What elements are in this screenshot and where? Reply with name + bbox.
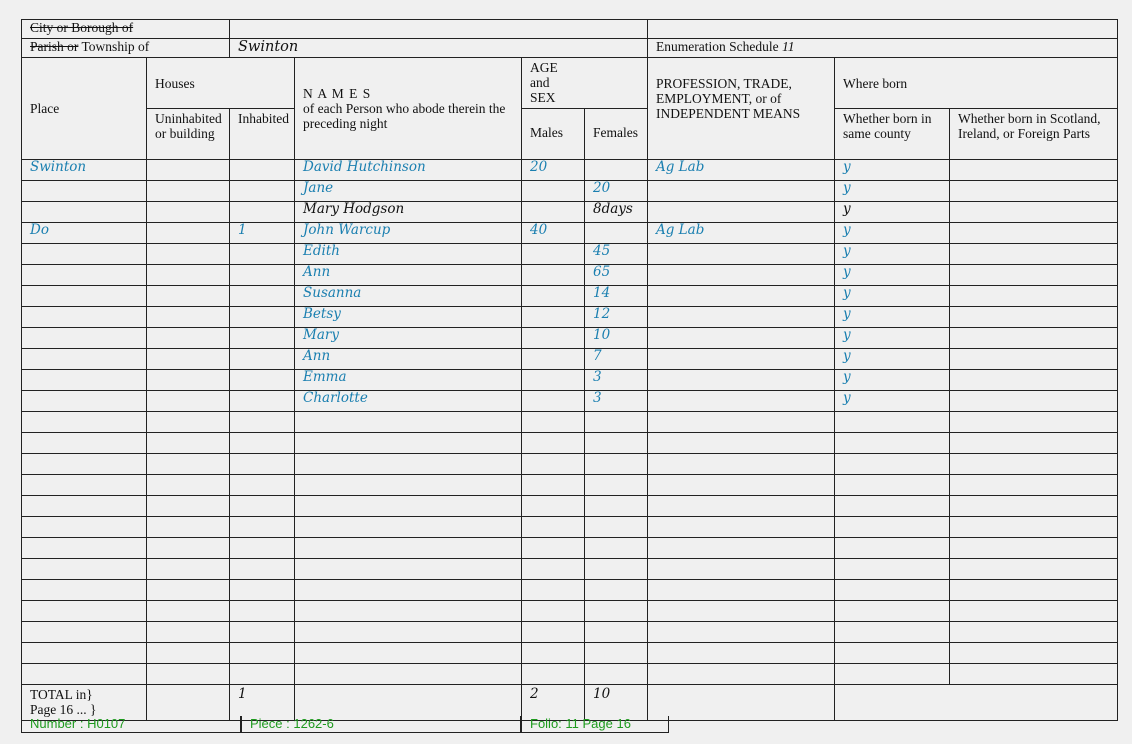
inhabited-cell	[230, 202, 295, 223]
profession-cell: Ag Lab	[648, 160, 835, 181]
profession-header: PROFESSION, TRADE, EMPLOYMENT, or of INDEPENDENT MEANS	[648, 58, 835, 160]
uninhabited-cell	[147, 223, 230, 244]
name-cell: Mary	[295, 328, 522, 349]
males-cell	[522, 412, 585, 433]
totals-label-line1: TOTAL in}	[30, 687, 93, 702]
males-cell	[522, 496, 585, 517]
table-row	[22, 454, 1118, 475]
place-cell	[22, 538, 147, 559]
table-row	[22, 223, 1118, 244]
uninhabited-cell	[147, 475, 230, 496]
table-row	[22, 412, 1118, 433]
foreign-parts-cell	[950, 601, 1118, 622]
table-row	[22, 265, 1118, 286]
same-county-header: Whether born in same county	[835, 109, 950, 160]
females-cell	[585, 664, 648, 685]
names-subtitle: of each Person who abode therein the preceding night	[303, 101, 506, 131]
uninhabited-cell	[147, 244, 230, 265]
same-county-cell: y	[835, 223, 950, 244]
table-row	[22, 307, 1118, 328]
females-cell: 20	[585, 181, 648, 202]
uninhabited-cell	[147, 643, 230, 664]
males-cell	[522, 349, 585, 370]
place-cell	[22, 496, 147, 517]
uninhabited-cell	[147, 454, 230, 475]
name-cell	[295, 412, 522, 433]
inhabited-cell	[230, 601, 295, 622]
name-cell: Charlotte	[295, 391, 522, 412]
males-cell	[522, 559, 585, 580]
profession-cell	[648, 370, 835, 391]
foreign-parts-cell	[950, 370, 1118, 391]
uninhabited-cell	[147, 664, 230, 685]
uninhabited-cell	[147, 181, 230, 202]
place-cell	[22, 391, 147, 412]
uninhabited-cell	[147, 412, 230, 433]
inhabited-cell: 1	[230, 223, 295, 244]
same-county-cell: y	[835, 160, 950, 181]
foreign-parts-header: Whether born in Scotland, Ireland, or Foreign Parts	[950, 109, 1118, 160]
totals-inhabited: 1	[230, 685, 295, 721]
foreign-parts-cell	[950, 454, 1118, 475]
profession-cell	[648, 538, 835, 559]
males-cell	[522, 202, 585, 223]
place-cell	[22, 622, 147, 643]
females-cell	[585, 475, 648, 496]
where-born-header: Where born	[835, 58, 1118, 109]
foreign-parts-cell	[950, 160, 1118, 181]
females-cell	[585, 580, 648, 601]
males-header: Males	[522, 109, 585, 160]
table-row	[22, 370, 1118, 391]
males-cell	[522, 643, 585, 664]
name-cell	[295, 496, 522, 517]
same-county-cell	[835, 538, 950, 559]
uninhabited-header: Uninhabited or building	[147, 109, 230, 160]
foreign-parts-cell	[950, 580, 1118, 601]
inhabited-header: Inhabited	[230, 109, 295, 160]
name-cell	[295, 601, 522, 622]
foreign-parts-cell	[950, 475, 1118, 496]
profession-cell	[648, 286, 835, 307]
same-county-cell	[835, 643, 950, 664]
same-county-cell: y	[835, 286, 950, 307]
same-county-cell	[835, 580, 950, 601]
inhabited-cell	[230, 391, 295, 412]
place-cell	[22, 559, 147, 580]
same-county-cell	[835, 559, 950, 580]
uninhabited-cell	[147, 202, 230, 223]
name-cell: Ann	[295, 349, 522, 370]
city-borough-label: City or Borough of	[22, 20, 230, 39]
same-county-cell	[835, 433, 950, 454]
profession-cell	[648, 391, 835, 412]
foreign-parts-cell	[950, 223, 1118, 244]
same-county-cell: y	[835, 370, 950, 391]
inhabited-cell	[230, 412, 295, 433]
place-cell: Swinton	[22, 160, 147, 181]
inhabited-cell	[230, 307, 295, 328]
same-county-cell	[835, 664, 950, 685]
names-title: N A M E S	[303, 86, 372, 101]
males-cell	[522, 538, 585, 559]
totals-profession	[648, 685, 835, 721]
table-row	[22, 559, 1118, 580]
names-header	[295, 58, 522, 160]
females-cell: 3	[585, 391, 648, 412]
females-cell: 14	[585, 286, 648, 307]
name-cell	[295, 559, 522, 580]
profession-cell	[648, 181, 835, 202]
males-cell	[522, 601, 585, 622]
same-county-cell	[835, 475, 950, 496]
profession-cell	[648, 412, 835, 433]
foreign-parts-cell	[950, 265, 1118, 286]
table-row	[22, 433, 1118, 454]
same-county-cell	[835, 517, 950, 538]
males-cell	[522, 328, 585, 349]
foreign-parts-cell	[950, 391, 1118, 412]
females-cell	[585, 559, 648, 580]
place-cell	[22, 244, 147, 265]
city-borough-extra	[648, 20, 1118, 39]
name-cell: Betsy	[295, 307, 522, 328]
footer-folio: Folio: 11 Page 16	[521, 716, 669, 733]
females-cell: 7	[585, 349, 648, 370]
profession-cell	[648, 475, 835, 496]
name-cell	[295, 664, 522, 685]
totals-where-born	[835, 685, 1118, 721]
place-cell	[22, 412, 147, 433]
inhabited-cell	[230, 244, 295, 265]
table-row	[22, 475, 1118, 496]
males-cell	[522, 475, 585, 496]
inhabited-cell	[230, 265, 295, 286]
inhabited-cell	[230, 643, 295, 664]
name-cell	[295, 517, 522, 538]
males-cell: 20	[522, 160, 585, 181]
inhabited-cell	[230, 454, 295, 475]
inhabited-cell	[230, 181, 295, 202]
same-county-cell: y	[835, 265, 950, 286]
name-cell: Ann	[295, 265, 522, 286]
females-cell	[585, 433, 648, 454]
place-cell	[22, 475, 147, 496]
table-row	[22, 391, 1118, 412]
same-county-cell	[835, 412, 950, 433]
profession-cell	[648, 643, 835, 664]
inhabited-cell	[230, 160, 295, 181]
table-row	[22, 202, 1118, 223]
name-cell	[295, 433, 522, 454]
profession-cell: Ag Lab	[648, 223, 835, 244]
same-county-cell: y	[835, 391, 950, 412]
enumeration-schedule: Enumeration Schedule 11	[648, 39, 1118, 58]
males-cell	[522, 454, 585, 475]
uninhabited-cell	[147, 517, 230, 538]
table-row	[22, 643, 1118, 664]
foreign-parts-cell	[950, 433, 1118, 454]
inhabited-cell	[230, 622, 295, 643]
inhabited-cell	[230, 349, 295, 370]
name-cell: Jane	[295, 181, 522, 202]
name-cell: Mary Hodgson	[295, 202, 522, 223]
table-row	[22, 601, 1118, 622]
profession-cell	[648, 328, 835, 349]
name-cell	[295, 622, 522, 643]
table-row	[22, 538, 1118, 559]
foreign-parts-cell	[950, 412, 1118, 433]
males-cell	[522, 244, 585, 265]
uninhabited-cell	[147, 391, 230, 412]
same-county-cell	[835, 496, 950, 517]
same-county-cell	[835, 454, 950, 475]
profession-cell	[648, 622, 835, 643]
females-cell	[585, 622, 648, 643]
females-cell: 3	[585, 370, 648, 391]
table-row	[22, 286, 1118, 307]
uninhabited-cell	[147, 307, 230, 328]
table-row	[22, 496, 1118, 517]
females-header: Females	[585, 109, 648, 160]
inhabited-cell	[230, 475, 295, 496]
table-row	[22, 349, 1118, 370]
place-cell	[22, 202, 147, 223]
uninhabited-cell	[147, 265, 230, 286]
females-cell	[585, 538, 648, 559]
foreign-parts-cell	[950, 349, 1118, 370]
females-cell	[585, 496, 648, 517]
place-cell	[22, 328, 147, 349]
males-cell	[522, 433, 585, 454]
males-cell: 40	[522, 223, 585, 244]
foreign-parts-cell	[950, 244, 1118, 265]
same-county-cell: y	[835, 202, 950, 223]
table-row	[22, 181, 1118, 202]
name-cell: David Hutchinson	[295, 160, 522, 181]
same-county-cell	[835, 622, 950, 643]
foreign-parts-cell	[950, 622, 1118, 643]
name-cell: Edith	[295, 244, 522, 265]
males-cell	[522, 181, 585, 202]
females-cell	[585, 160, 648, 181]
profession-cell	[648, 580, 835, 601]
females-cell: 10	[585, 328, 648, 349]
township-label: Parish or Township of	[22, 39, 230, 58]
inhabited-cell	[230, 286, 295, 307]
place-cell	[22, 454, 147, 475]
name-cell	[295, 580, 522, 601]
table-row	[22, 160, 1118, 181]
females-cell	[585, 643, 648, 664]
foreign-parts-cell	[950, 538, 1118, 559]
name-cell: Susanna	[295, 286, 522, 307]
females-cell	[585, 454, 648, 475]
uninhabited-cell	[147, 286, 230, 307]
profession-cell	[648, 433, 835, 454]
same-county-cell: y	[835, 244, 950, 265]
place-cell	[22, 643, 147, 664]
profession-cell	[648, 244, 835, 265]
uninhabited-cell	[147, 160, 230, 181]
place-cell	[22, 601, 147, 622]
males-cell	[522, 517, 585, 538]
place-cell	[22, 517, 147, 538]
profession-cell	[648, 517, 835, 538]
females-cell: 65	[585, 265, 648, 286]
profession-cell	[648, 349, 835, 370]
place-cell	[22, 181, 147, 202]
uninhabited-cell	[147, 496, 230, 517]
foreign-parts-cell	[950, 643, 1118, 664]
census-schedule-table	[21, 19, 1118, 721]
table-row	[22, 622, 1118, 643]
uninhabited-cell	[147, 622, 230, 643]
inhabited-cell	[230, 517, 295, 538]
profession-cell	[648, 265, 835, 286]
same-county-cell: y	[835, 349, 950, 370]
footer-number: Number : H0107	[21, 716, 241, 733]
profession-cell	[648, 601, 835, 622]
table-row	[22, 580, 1118, 601]
profession-cell	[648, 496, 835, 517]
inhabited-cell	[230, 370, 295, 391]
name-cell: Emma	[295, 370, 522, 391]
foreign-parts-cell	[950, 559, 1118, 580]
uninhabited-cell	[147, 580, 230, 601]
city-borough-value	[230, 20, 648, 39]
females-cell: 12	[585, 307, 648, 328]
same-county-cell: y	[835, 307, 950, 328]
females-cell: 8days	[585, 202, 648, 223]
inhabited-cell	[230, 328, 295, 349]
uninhabited-cell	[147, 328, 230, 349]
inhabited-cell	[230, 559, 295, 580]
uninhabited-cell	[147, 601, 230, 622]
name-cell	[295, 643, 522, 664]
females-cell	[585, 517, 648, 538]
age-sex-header: AGE and SEX	[522, 58, 648, 109]
profession-cell	[648, 202, 835, 223]
place-cell	[22, 349, 147, 370]
same-county-cell: y	[835, 328, 950, 349]
males-cell	[522, 286, 585, 307]
name-cell	[295, 475, 522, 496]
profession-cell	[648, 454, 835, 475]
males-cell	[522, 370, 585, 391]
males-cell	[522, 265, 585, 286]
place-header: Place	[22, 58, 147, 160]
table-row	[22, 244, 1118, 265]
place-cell	[22, 433, 147, 454]
females-cell: 45	[585, 244, 648, 265]
place-cell	[22, 580, 147, 601]
males-cell	[522, 580, 585, 601]
name-cell	[295, 538, 522, 559]
uninhabited-cell	[147, 349, 230, 370]
totals-males: 2	[522, 685, 585, 721]
males-cell	[522, 622, 585, 643]
uninhabited-cell	[147, 433, 230, 454]
uninhabited-cell	[147, 559, 230, 580]
inhabited-cell	[230, 496, 295, 517]
same-county-cell	[835, 601, 950, 622]
foreign-parts-cell	[950, 496, 1118, 517]
profession-cell	[648, 307, 835, 328]
table-row	[22, 517, 1118, 538]
foreign-parts-cell	[950, 664, 1118, 685]
females-cell	[585, 412, 648, 433]
township-value: Swinton	[230, 39, 648, 58]
foreign-parts-cell	[950, 202, 1118, 223]
foreign-parts-cell	[950, 328, 1118, 349]
place-cell	[22, 307, 147, 328]
males-cell	[522, 664, 585, 685]
place-cell	[22, 370, 147, 391]
profession-cell	[648, 559, 835, 580]
place-cell	[22, 664, 147, 685]
males-cell	[522, 391, 585, 412]
place-cell	[22, 265, 147, 286]
place-cell	[22, 286, 147, 307]
uninhabited-cell	[147, 370, 230, 391]
table-row	[22, 328, 1118, 349]
totals-females: 10	[585, 685, 648, 721]
place-cell: Do	[22, 223, 147, 244]
inhabited-cell	[230, 664, 295, 685]
profession-cell	[648, 664, 835, 685]
inhabited-cell	[230, 538, 295, 559]
foreign-parts-cell	[950, 517, 1118, 538]
footer-piece: Piece : 1262-6	[241, 716, 521, 733]
inhabited-cell	[230, 433, 295, 454]
females-cell	[585, 223, 648, 244]
females-cell	[585, 601, 648, 622]
foreign-parts-cell	[950, 181, 1118, 202]
same-county-cell: y	[835, 181, 950, 202]
foreign-parts-cell	[950, 286, 1118, 307]
name-cell: John Warcup	[295, 223, 522, 244]
foreign-parts-cell	[950, 307, 1118, 328]
totals-label-line2: Page 16 ... }	[30, 702, 97, 717]
males-cell	[522, 307, 585, 328]
name-cell	[295, 454, 522, 475]
houses-header: Houses	[147, 58, 295, 109]
inhabited-cell	[230, 580, 295, 601]
uninhabited-cell	[147, 538, 230, 559]
table-row	[22, 664, 1118, 685]
